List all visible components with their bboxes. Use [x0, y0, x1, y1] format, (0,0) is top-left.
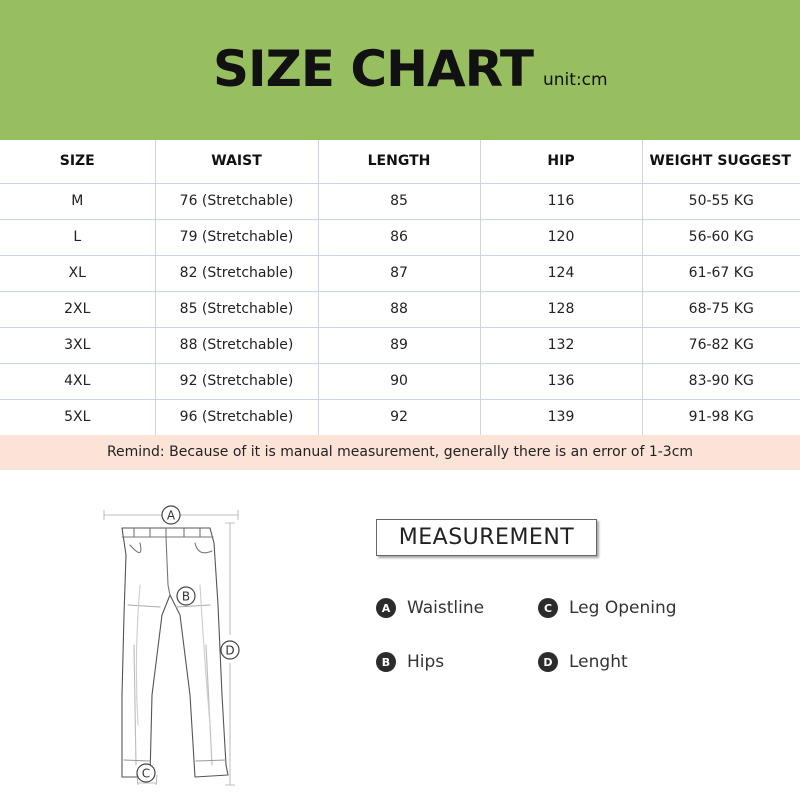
- badge-c-icon: C: [538, 598, 558, 618]
- marker-d-icon: [221, 641, 239, 659]
- cell-hip: 124: [480, 255, 642, 291]
- cell-waist: 82 (Stretchable): [155, 255, 318, 291]
- cell-weight: 68-75 KG: [642, 291, 800, 327]
- cell-weight: 83-90 KG: [642, 363, 800, 399]
- cell-waist: 96 (Stretchable): [155, 399, 318, 435]
- legend-item-hips: [376, 652, 444, 672]
- table-row: [0, 219, 800, 255]
- legend-label: Hips: [407, 652, 445, 672]
- cell-size: 2XL: [0, 291, 155, 327]
- table-row: [0, 183, 800, 219]
- cell-length: 88: [318, 291, 480, 327]
- marker-b-icon: [177, 587, 195, 605]
- cell-size: M: [0, 183, 155, 219]
- legend-label: Leg Opening: [569, 598, 677, 618]
- cell-waist: 79 (Stretchable): [155, 219, 318, 255]
- cell-hip: 139: [480, 399, 642, 435]
- cell-waist: 88 (Stretchable): [155, 327, 318, 363]
- table-header-row: [0, 140, 800, 183]
- pants-outline: [122, 528, 228, 777]
- cell-weight: 91-98 KG: [642, 399, 800, 435]
- cell-length: 85: [318, 183, 480, 219]
- unit-label: unit:cm: [543, 70, 608, 90]
- cell-size: 4XL: [0, 363, 155, 399]
- pants-diagram: [100, 495, 250, 795]
- svg-text:C: C: [141, 766, 151, 781]
- cell-hip: 120: [480, 219, 642, 255]
- measurement-title: MEASUREMENT: [376, 519, 597, 556]
- legend-item-leg-opening: [538, 598, 677, 618]
- remind-note: Remind: Because of it is manual measurement, generally there is an error of 1-3cm: [0, 435, 800, 470]
- cell-weight: 50-55 KG: [642, 183, 800, 219]
- cell-hip: 128: [480, 291, 642, 327]
- cell-hip: 136: [480, 363, 642, 399]
- cell-length: 92: [318, 399, 480, 435]
- column-header-length: LENGTH: [318, 140, 480, 183]
- cell-length: 87: [318, 255, 480, 291]
- cell-size: L: [0, 219, 155, 255]
- cell-length: 86: [318, 219, 480, 255]
- cell-hip: 116: [480, 183, 642, 219]
- column-header-hip: HIP: [480, 140, 642, 183]
- legend-item-waistline: [376, 598, 484, 618]
- column-header-size: SIZE: [0, 140, 155, 183]
- cell-size: XL: [0, 255, 155, 291]
- marker-a-icon: [162, 506, 180, 524]
- cell-weight: 56-60 KG: [642, 219, 800, 255]
- dimension-lines: [104, 510, 238, 785]
- svg-text:D: D: [225, 643, 235, 658]
- table-row: [0, 291, 800, 327]
- svg-text:A: A: [166, 508, 176, 523]
- size-table: [0, 140, 800, 436]
- page-title: SIZE CHART: [213, 40, 534, 98]
- table-row: [0, 399, 800, 435]
- svg-text:B: B: [181, 589, 191, 604]
- cell-size: 5XL: [0, 399, 155, 435]
- table-row: [0, 327, 800, 363]
- legend-label: Lenght: [569, 652, 628, 672]
- badge-d-icon: D: [538, 652, 558, 672]
- cell-weight: 76-82 KG: [642, 327, 800, 363]
- header-banner: [0, 0, 800, 140]
- cell-hip: 132: [480, 327, 642, 363]
- column-header-weight: WEIGHT SUGGEST: [642, 140, 800, 183]
- badge-a-icon: A: [376, 598, 396, 618]
- column-header-waist: WAIST: [155, 140, 318, 183]
- cell-length: 90: [318, 363, 480, 399]
- cell-weight: 61-67 KG: [642, 255, 800, 291]
- badge-b-icon: B: [376, 652, 396, 672]
- cell-length: 89: [318, 327, 480, 363]
- table-row: [0, 255, 800, 291]
- legend-label: Waistline: [407, 598, 485, 618]
- cell-waist: 76 (Stretchable): [155, 183, 318, 219]
- cell-waist: 85 (Stretchable): [155, 291, 318, 327]
- table-row: [0, 363, 800, 399]
- cell-size: 3XL: [0, 327, 155, 363]
- marker-c-icon: [137, 764, 155, 782]
- cell-waist: 92 (Stretchable): [155, 363, 318, 399]
- legend-item-length: [538, 652, 628, 672]
